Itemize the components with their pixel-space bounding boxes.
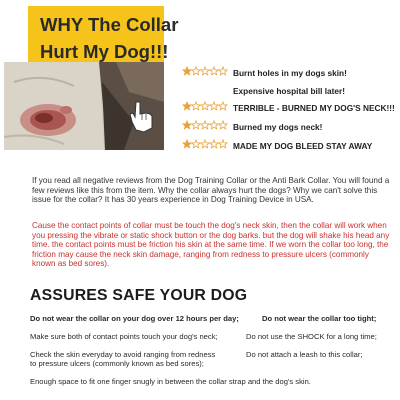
review-text: [233, 139, 372, 154]
star-rating-icon: [182, 66, 228, 76]
cause-paragraph: Cause the contact points of collar must be touch the dog's neck skin, then the collar will work when you pressing the vibrate or static shock button or the dog barks. but the dog will shake his head any time. the contact points must be friction his skin at the same time. If we worn the collar too long, the friction may cause the neck skin damage, ranging from redness to pressure ulcers (commonly known as bed sores).: [32, 221, 390, 269]
star-empty-icon: [192, 140, 200, 148]
star-empty-icon: [210, 140, 218, 148]
star-filled-icon: [183, 121, 191, 129]
star-empty-icon: [201, 121, 209, 129]
star-empty-icon: [210, 121, 218, 129]
dog-injury-photo: [4, 62, 164, 150]
star-empty-icon: [201, 67, 209, 75]
star-filled-icon: [183, 140, 191, 148]
review-text: [233, 66, 347, 98]
star-empty-icon: [219, 140, 227, 148]
star-rating-icon: [182, 139, 228, 149]
star-empty-icon: [219, 102, 227, 110]
star-filled-icon: [183, 102, 191, 110]
star-filled-icon: [183, 67, 191, 75]
star-empty-icon: [201, 140, 209, 148]
tip-finger-space: Enough space to fit one finger snugly in between the collar strap and the dog's skin.: [30, 377, 311, 386]
tip-check-skin: Check the skin everyday to avoid ranging from redness to pressure ulcers (commonly known as bed sores);: [30, 350, 216, 369]
review-line: TERRIBLE - BURNED MY DOG'S NECK!!!: [233, 103, 395, 113]
review-line: MADE MY DOG BLEED STAY AWAY: [233, 141, 373, 151]
tip-shock: Do not use the SHOCK for a long time;: [246, 332, 377, 341]
tip-contact-points: Make sure both of contact points touch your dog's neck;: [30, 332, 218, 341]
star-empty-icon: [219, 67, 227, 75]
tip-wear-hours: Do not wear the collar on your dog over 12 hours per day;: [30, 314, 239, 323]
review-line: Burnt holes in my dogs skin!: [233, 68, 347, 78]
explanation-paragraph: If you read all negative reviews from the Dog Training Collar or the Anti Bark Collar. You will found a few reviews like this from the item. Why the collar always hurt the dogs? Why we can't solve this issue for the collar? It has 30 years experience in Dog Training Device in USA.: [32, 176, 390, 205]
tip-not-too-tight: Do not wear the collar too tight;: [262, 314, 377, 323]
star-empty-icon: [219, 121, 227, 129]
review-line: Burned my dogs neck!: [233, 122, 323, 132]
star-rating-icon: [182, 120, 228, 130]
review-line: Expensive hospital bill later!: [233, 85, 346, 96]
star-empty-icon: [201, 102, 209, 110]
banner-title: WHY The Collar Hurt My Dog!!!: [40, 14, 179, 62]
star-rating-icon: [182, 101, 228, 111]
tip-leash: Do not attach a leash to this collar;: [246, 350, 363, 359]
star-empty-icon: [192, 102, 200, 110]
star-empty-icon: [210, 102, 218, 110]
review-text: [233, 101, 395, 116]
star-empty-icon: [210, 67, 218, 75]
review-text: [233, 120, 322, 135]
star-empty-icon: [192, 67, 200, 75]
section-heading: ASSURES SAFE YOUR DOG: [30, 287, 248, 304]
star-empty-icon: [192, 121, 200, 129]
